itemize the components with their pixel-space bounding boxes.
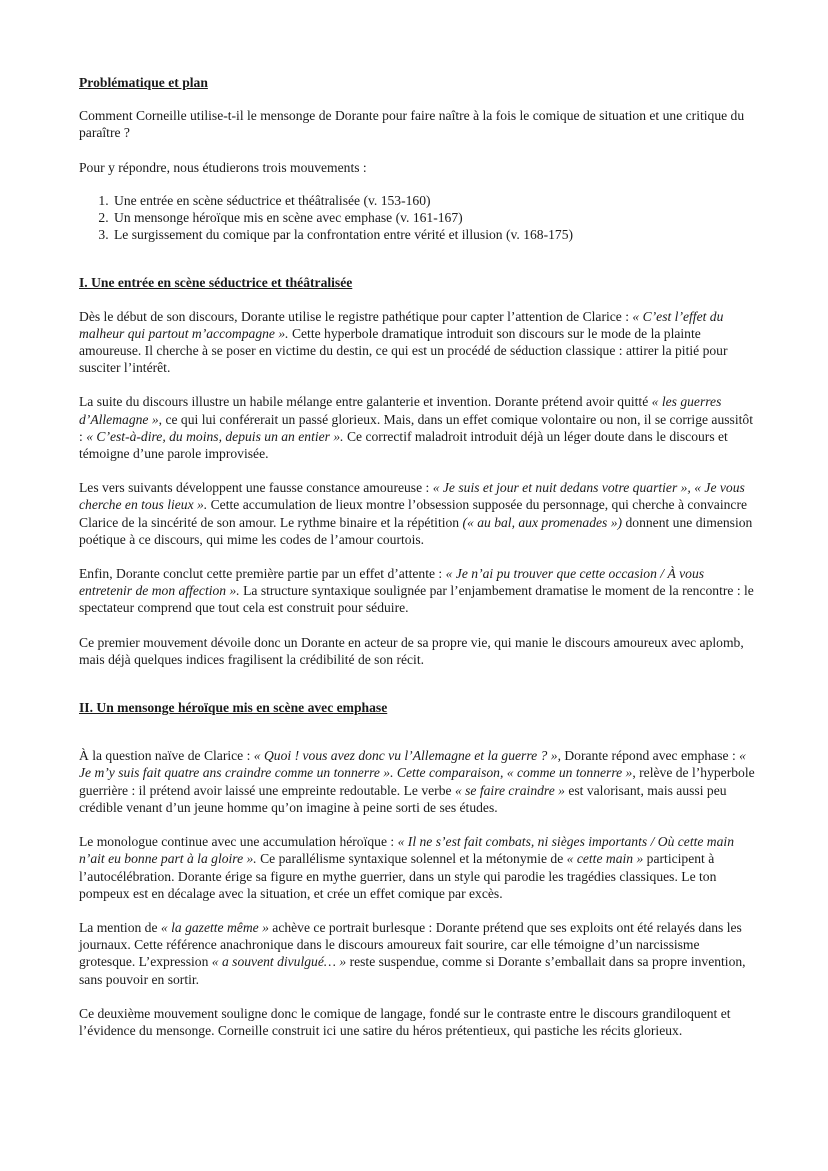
quote: (« au bal, aux promenades ») bbox=[462, 514, 623, 530]
section1-heading: I. Une entrée en scène séductrice et théâtralisée bbox=[79, 275, 353, 291]
quote: « Je n’ai pu trouver que cette occasion / À vous entretenir de mon affection ». bbox=[79, 566, 705, 599]
plan-question: Comment Corneille utilise-t-il le mensonge de Dorante pour faire naître à la fois le comique de situation et une critique du paraître ? bbox=[79, 108, 745, 141]
section2-paragraph-1: À la question naïve de Clarice : « Quoi ! vous avez donc vu l’Allemagne et la guerre ? », Dorante répond avec emphase : « Je m’y suis fait quatre ans craindre comme un tonnerre ». Cette comparaison, « comme un tonnerre », relève de l’hyperbole guerrière : il prétend avoir laissé une empreinte redoutable. Le verbe « se faire craindre » est valorisant, mais aussi peu crédible venant d’un jeune homme qu’on imagine à peine sorti de ses études. bbox=[79, 748, 755, 815]
section2-paragraph-3: La mention de « la gazette même » achève ce portrait burlesque : Dorante prétend que ses exploits ont été relayés dans les journaux. Cette référence anachronique dans le discours amoureux fait sourire, car elle témoigne d’un narcissisme grotesque. L’expression « a souvent divulgué… » reste suspendue, comme si Dorante s’emballait dans sa propre invention, sans pouvoir en sortir. bbox=[79, 919, 746, 987]
section1-paragraph-2: La suite du discours illustre un habile mélange entre galanterie et invention. Dorante prétend avoir quitté « les guerres d’Allemagne », ce qui lui conférerait un passé glorieux. Mais, dans un effet comique volontaire ou non, il se corrige aussitôt : « C’est-à-dire, du moins, depuis un an entier ». Ce correctif maladroit introduit déjà un léger doute dans le discours et témoigne d’une parole improvisée. bbox=[79, 394, 753, 462]
quote: « C’est l’effet du malheur qui partout m’accompagne ». bbox=[79, 308, 724, 341]
section2-paragraph-4: Ce deuxième mouvement souligne donc le comique de langage, fondé sur le contraste entre le discours grandiloquent et l’évidence du mensonge. Corneille construit ici une satire du héros prétentieux, qui pastiche les récits glorieux. bbox=[79, 1005, 731, 1038]
quote: « cette main » bbox=[566, 851, 644, 867]
quote: « a souvent divulgué… » bbox=[211, 954, 347, 970]
plan-item: 1. Une entrée en scène séductrice et théâtralisée (v. 153-160) bbox=[112, 192, 758, 209]
plan-heading: Problématique et plan bbox=[79, 75, 208, 90]
quote: « Quoi ! vous avez donc vu l’Allemagne et la guerre ? » bbox=[253, 748, 558, 764]
section1-paragraph-4: Enfin, Dorante conclut cette première partie par un effet d’attente : « Je n’ai pu trouver que cette occasion / À vous entretenir de mon affection ». La structure syntaxique soulignée par l’enjambement dramatise le moment de la rencontre : le spectateur comprend que tout cela est construit pour séduire. bbox=[79, 566, 754, 616]
plan-item: 2. Un mensonge héroïque mis en scène avec emphase (v. 161-167) bbox=[112, 209, 758, 226]
plan-intro: Pour y répondre, nous étudierons trois mouvements : bbox=[79, 159, 367, 175]
quote: « Il ne s’est fait combats, ni sièges importants / Où cette main n’ait eu bonne part à la gloire ». bbox=[79, 834, 734, 867]
plan-item: 3. Le surgissement du comique par la confrontation entre vérité et illusion (v. 168-175) bbox=[112, 226, 758, 243]
quote: « les guerres d’Allemagne » bbox=[79, 394, 722, 427]
section1-paragraph-1: Dès le début de son discours, Dorante utilise le registre pathétique pour capter l’attention de Clarice : « C’est l’effet du malheur qui partout m’accompagne ». Cette hyperbole dramatique introduit son discours sur le mode de la plainte amoureuse. Il cherche à se poser en victime du destin, ce qui est un procédé de séduction classique : attirer la pitié pour susciter l’intérêt. bbox=[79, 308, 728, 376]
quote: « Je suis et jour et nuit dedans votre quartier », « Je vous cherche en tous lieux ». bbox=[79, 480, 745, 513]
section1-paragraph-5: Ce premier mouvement dévoile donc un Dorante en acteur de sa propre vie, qui manie le discours amoureux avec aplomb, mais déjà quelques indices fragilisent la crédibilité de son récit. bbox=[79, 634, 744, 667]
quote: « C’est-à-dire, du moins, depuis un an entier ». bbox=[86, 428, 344, 444]
section1-paragraph-3: Les vers suivants développent une fausse constance amoureuse : « Je suis et jour et nuit dedans votre quartier », « Je vous cherche en tous lieux ». Cette accumulation de lieux montre l’obsession supposée du personnage, qui cherche à convaincre Clarice de la sincérité de son amour. Le rythme binaire et la répétition (« au bal, aux promenades ») donnent une dimension poétique à ce discours, qui mime les codes de l’amour courtois. bbox=[79, 480, 753, 547]
quote: « se faire craindre » bbox=[454, 782, 565, 798]
plan-list bbox=[79, 192, 758, 244]
quote: « la gazette même » bbox=[160, 919, 269, 935]
section2-heading: II. Un mensonge héroïque mis en scène avec emphase bbox=[79, 700, 388, 716]
section2-paragraph-2: Le monologue continue avec une accumulation héroïque : « Il ne s’est fait combats, ni sièges importants / Où cette main n’ait eu bonne part à la gloire ». Ce parallélisme syntaxique solennel et la métonymie de « cette main » participent à l’autocélébration. Dorante érige sa figure en mythe guerrier, dans un style qui parodie les tragédies classiques. Le ton pompeux est en décalage avec la situation, et crée un effet comique par excès. bbox=[79, 834, 734, 901]
quote: « Je m’y suis fait quatre ans craindre comme un tonnerre ». Cette comparaison, « comme un tonnerre » bbox=[79, 748, 746, 781]
